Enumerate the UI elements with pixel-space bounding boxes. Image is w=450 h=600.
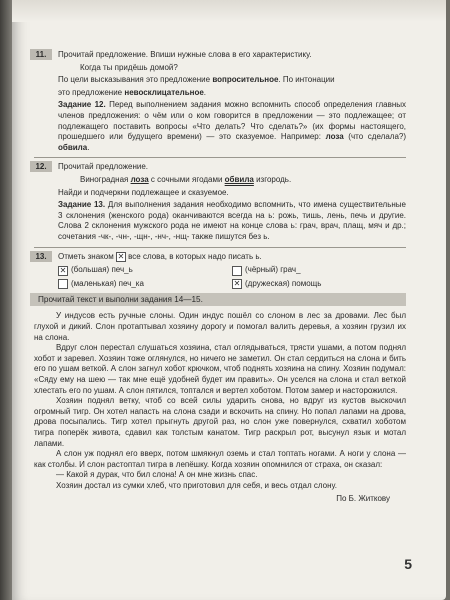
story-text (34, 311, 406, 491)
answer-line-2: это предложение невосклицательное. (58, 87, 207, 97)
hint-note: Задание 12. Перед выполнением задания можно вспомнить способ определения главных членов предложения: о чём или о ком говорится в предложении — это подлежащее; от подлежащего поставить вопросы «Что делать? Что сделать?» (их формы настоящего, прошедшего или будущего времени) — это сказуемое. Например: лоза (что сделала?) обвила. (58, 100, 407, 152)
task-number: 12. (30, 161, 52, 172)
checkbox[interactable]: ✕ (59, 265, 67, 275)
divider (34, 157, 406, 158)
checkbox[interactable] (58, 279, 68, 289)
option-3[interactable] (58, 279, 232, 290)
check-mark-sample: ✕ (117, 251, 125, 261)
option-4[interactable] (232, 279, 406, 290)
task-13 (34, 252, 406, 290)
underlined-predicate: обвила (224, 174, 254, 184)
story-paragraph: Вдруг слон перестал слушаться хозяина, стал оглядываться, трясти ушами, а потом поднял хобот и заревел. Хозяин тоже оглянулся, но ничего не заметил. Он стал сердиться на слона и бить его по ушам веткой. А слон загнул хобот крючком, чтоб поднять хозяина на спину. Хозяин подумал: «Сяду ему на шею — так мне ещё удобней будет им править». Он уселся на слона и стал веткой хлестать его по ушам. А слон пятился, топтался и вертел хоботом. Потом замер и насторожился. (34, 343, 406, 395)
checkbox[interactable]: ✕ (233, 279, 241, 289)
page-top-shade (12, 0, 446, 22)
underlined-subject: лоза (130, 174, 149, 184)
story-paragraph: Хозяин достал из сумки хлеб, что приготовил для себя, и весь отдал слону. (56, 480, 337, 490)
page-number: 5 (404, 556, 412, 572)
option-2[interactable] (232, 265, 406, 276)
option-1[interactable] (58, 265, 232, 276)
task-instruction: Прочитай предложение. Впиши нужные слова в его характеристику. (58, 50, 312, 59)
reading-task-bar: Прочитай текст и выполни задания 14—15. (30, 293, 406, 306)
option-label: (дружеская) помощь (245, 278, 322, 288)
story-paragraph: — Какой я дурак, что бил слона! А он мне жизнь спас. (56, 470, 258, 480)
option-label: (большая) печ_ь (71, 265, 133, 275)
task-instruction-2: Найди и подчеркни подлежащее и сказуемое. (58, 187, 229, 197)
story-paragraph: У индусов есть ручные слоны. Один индус пошёл со слоном в лес за дровами. Лес был глухой и дикий. Слон протаптывал хозяину дорогу и помогал валить деревья, а хозяин грузил их на слона. (34, 311, 406, 342)
example-sentence: Когда ты придёшь домой? (80, 62, 178, 72)
task-instruction: Прочитай предложение. (58, 162, 149, 172)
filled-answer: вопросительное (212, 75, 279, 85)
task-11 (34, 50, 406, 153)
divider (34, 247, 406, 248)
task-number: 11. (30, 49, 52, 60)
page-content (34, 50, 406, 505)
task-number: 13. (30, 251, 52, 262)
hint-note: Задание 13. Для выполнения задания необходимо вспомнить, что имена существительные 3 склонения (женского рода) оканчиваются всегда на ь: рожь, тишь, лень, печь и другие. Слова 2 склонения мужского рода не имеют на конце слова ь: грач, врач, плащ, мяч и др.; сочетания -чк-, -чн-, -щн-, -нч-, -нщ- также пишутся без ь. (58, 200, 406, 241)
option-label: (маленькая) печ_ка (71, 278, 144, 288)
story-paragraph: Хозяин поднял ветку, чтоб со всей силы ударить снова, но вдруг из кустов выскочил огромный тигр. Он хотел напасть на слона сзади и вскочить на спину. Но попал лапами на дрова, дрова посыпались. Тигр хотел прыгнуть другой раз, но слон уже повернулся, схватил хоботом тигра поперёк живота, сдавил как толстым канатом. Тигр раскрыл рот, высунул язык и мотал лапами. (34, 396, 406, 448)
story-paragraph: А слон уж поднял его вверх, потом шмякнул оземь и стал топтать ногами. А ноги у слона — как столбы. И слон растоптал тигра в лепёшку. Когда хозяин опомнился от страха, он сказал: (34, 449, 406, 469)
checkbox[interactable] (232, 266, 242, 276)
answer-line-1: По цели высказывания это предложение вопросительное. По интонации (58, 75, 335, 85)
author: По Б. Житкову (336, 494, 390, 504)
example-sentence: Виноградная лоза с сочными ягодами обвила изгородь. (80, 174, 292, 184)
task-12 (34, 162, 406, 242)
filled-answer: невосклицательное (124, 87, 204, 97)
options-grid (58, 265, 406, 289)
option-label: (чёрный) грач_ (245, 265, 301, 275)
task-instruction: Отметь знаком ✕ все слова, в которых надо писать ь. (58, 251, 262, 261)
